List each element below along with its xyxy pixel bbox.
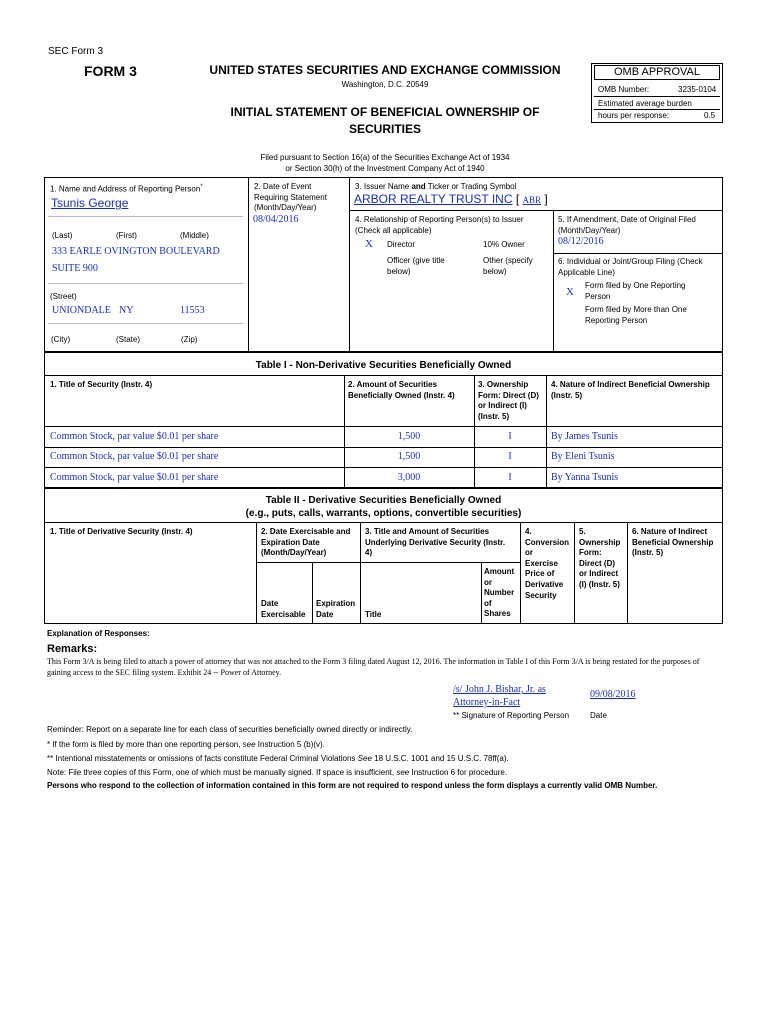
omb-number-label: OMB Number: (598, 85, 650, 94)
table-row-3-title: Common Stock, par value $0.01 per share (50, 472, 219, 483)
reminder-note: Reminder: Report on a separate line for each class of securities beneficially owned directly or indirectly. (47, 725, 413, 734)
ten-percent-owner-label: 10% Owner (483, 240, 525, 249)
table-2-col-conversion: 4. Conversion or Exercise Price of Derivative Security (525, 527, 570, 600)
table-2-col-dates: 2. Date Exercisable and Expiration Date (Month/Day/Year) (261, 527, 351, 558)
zip-label: (Zip) (181, 335, 198, 344)
street-label: (Street) (50, 292, 77, 301)
signature-label: ** Signature of Reporting Person (453, 711, 570, 720)
omb-approval-title: OMB APPROVAL (594, 65, 720, 80)
issuer-ticker: ABR (522, 195, 542, 205)
table-1-col-nature: 4. Nature of Indirect Beneficial Ownership (Instr. 5) (551, 380, 710, 400)
commission-location: Washington, D.C. 20549 (341, 80, 429, 89)
statement-title (190, 104, 580, 138)
amendment-label: 5. If Amendment, Date of Original Filed (Month/Day/Year) (558, 215, 696, 235)
table-2-date-exercisable: Date Exercisable (261, 599, 306, 619)
remarks-label: Remarks: (47, 643, 98, 655)
table-2-title-sub: Title (365, 610, 382, 619)
table-row-1-amount: 1,500 (397, 431, 421, 442)
table-2-title: Table II - Derivative Securities Beneficially Owned (e.g., puts, calls, warrants, options, convertible securities) (245, 495, 522, 519)
filed-pursuant (190, 153, 580, 174)
middle-label: (Middle) (180, 231, 209, 240)
city-label: (City) (51, 335, 71, 344)
filing-label: 6. Individual or Joint/Group Filing (Check Applicable Line) (558, 257, 703, 277)
table-1-col-ownership: 3. Ownership Form: Direct (D) or Indirect (I) (Instr. 5) (478, 380, 539, 421)
issuer-value: ARBOR REALTY TRUST INC [ ABR ] (354, 192, 548, 206)
signature-date: 09/08/2016 (590, 689, 636, 700)
table-row-1-nature: By James Tsunis (551, 431, 618, 442)
city: UNIONDALE (52, 305, 111, 316)
issuer-name: ARBOR REALTY TRUST INC (354, 192, 513, 206)
relationship-label: 4. Relationship of Reporting Person(s) to Issuer (Check all applicable) (355, 215, 524, 235)
table-2-col-nature: 6. Nature of Indirect Beneficial Ownership (Instr. 5) (632, 527, 714, 558)
other-label: Other (specify below) (483, 256, 533, 276)
issuer-label: 3. Issuer Name and Ticker or Trading Symbol (355, 182, 517, 191)
table-2-col-title: 1. Title of Derivative Security (Instr. 4) (50, 527, 193, 536)
address-line-2: SUITE 900 (52, 263, 98, 274)
event-date: 08/04/2016 (253, 214, 299, 225)
table-1-col-amount: 2. Amount of Securities Beneficially Owned (Instr. 4) (348, 380, 455, 400)
statement-title-line-2: SECURITIES (348, 122, 421, 136)
table-row-2-form: I (508, 451, 512, 462)
omb-hours-label: hours per response: (598, 111, 670, 120)
table-row-1-title: Common Stock, par value $0.01 per share (50, 431, 219, 442)
commission-title: UNITED STATES SECURITIES AND EXCHANGE COMMISSION (209, 63, 561, 77)
table-2-col-underlying: 3. Title and Amount of Securities Underlying Derivative Security (Instr. 4) (365, 527, 506, 558)
table-2-expiration-date: Expiration Date (316, 599, 356, 619)
table-row-2-title: Common Stock, par value $0.01 per share (50, 451, 219, 462)
omb-burden-label: Estimated average burden (598, 99, 692, 108)
amendment-date: 08/12/2016 (558, 236, 604, 247)
filed-pursuant-line-2: or Section 30(h) of the Investment Company Act of 1940 (285, 163, 485, 173)
footnote-2: ** Intentional misstatements or omissions of facts constitute Federal Criminal Violations See 18 U.S.C. 1001 and 15 U.S.C. 78ff(a). (47, 754, 509, 763)
footnote-1: * If the form is filed by more than one reporting person, see Instruction 5 (b)(v). (47, 740, 325, 749)
one-person-check: X (566, 286, 574, 298)
state: NY (119, 305, 134, 316)
explanation-label: Explanation of Responses: (47, 629, 150, 638)
first-label: (First) (116, 231, 137, 240)
date-label: Date (590, 711, 607, 720)
filed-pursuant-line-1: Filed pursuant to Section 16(a) of the Securities Exchange Act of 1934 (260, 153, 510, 162)
director-label: Director (387, 240, 416, 249)
more-persons-label: Form filed by More than One Reporting Person (585, 305, 687, 325)
footnote-3: Note: File three copies of this Form, one of which must be manually signed. If space is insufficient, see Instruction 6 for procedure. (47, 768, 508, 777)
omb-hours: 0.5 (704, 111, 716, 120)
zip: 11553 (180, 305, 205, 316)
remarks-text: This Form 3/A is being filed to attach a power of attorney that was not attached to the Form 3 filing dated August 12, 2016. The information in Table I of this Form 3/A is being restated for the purposes of gaining access to the SEC filing system. Exhibit 24 -- Power of Attorney. (47, 657, 700, 677)
address-line-1: 333 EARLE OVINGTON BOULEVARD (52, 246, 220, 257)
reporting-person-name: Tsunis George (51, 196, 129, 210)
director-check: X (365, 238, 373, 250)
statement-title-line-1: INITIAL STATEMENT OF BENEFICIAL OWNERSHIP OF (230, 105, 540, 119)
table-2-amount-sub: Amount or Number of Shares (484, 567, 515, 619)
one-person-label: Form filed by One Reporting Person (585, 281, 686, 301)
table-row-3-nature: By Yanna Tsunis (551, 472, 619, 483)
table-row-2-nature: By Eleni Tsunis (551, 451, 615, 462)
sec-form-label: SEC Form 3 (48, 46, 104, 57)
omb-number: 3235-0104 (678, 85, 717, 94)
footnote-omb: Persons who respond to the collection of information contained in this form are not required to respond unless the form displays a currently valid OMB Number. (47, 781, 658, 790)
table-2-col-ownership: 5. Ownership Form: Direct (D) or Indirect (I) (Instr. 5) (579, 527, 621, 589)
state-label: (State) (116, 335, 141, 344)
form-title: FORM 3 (84, 63, 137, 79)
table-row-2-amount: 1,500 (397, 451, 421, 462)
officer-label: Officer (give title below) (387, 256, 445, 276)
event-date-label: 2. Date of Event Requiring Statement (Month/Day/Year) (254, 182, 327, 213)
reporting-person-label: 1. Name and Address of Reporting Person* (50, 184, 203, 194)
table-1-title: Table I - Non-Derivative Securities Beneficially Owned (255, 360, 512, 371)
table-1-col-title: 1. Title of Security (Instr. 4) (50, 380, 153, 389)
last-label: (Last) (52, 231, 73, 240)
table-row-3-form: I (508, 472, 512, 483)
table-row-3-amount: 3,000 (397, 472, 421, 483)
signature-name: /s/ John J. Bishar, Jr. as Attorney-in-Fact (453, 684, 546, 708)
table-row-1-form: I (508, 431, 512, 442)
